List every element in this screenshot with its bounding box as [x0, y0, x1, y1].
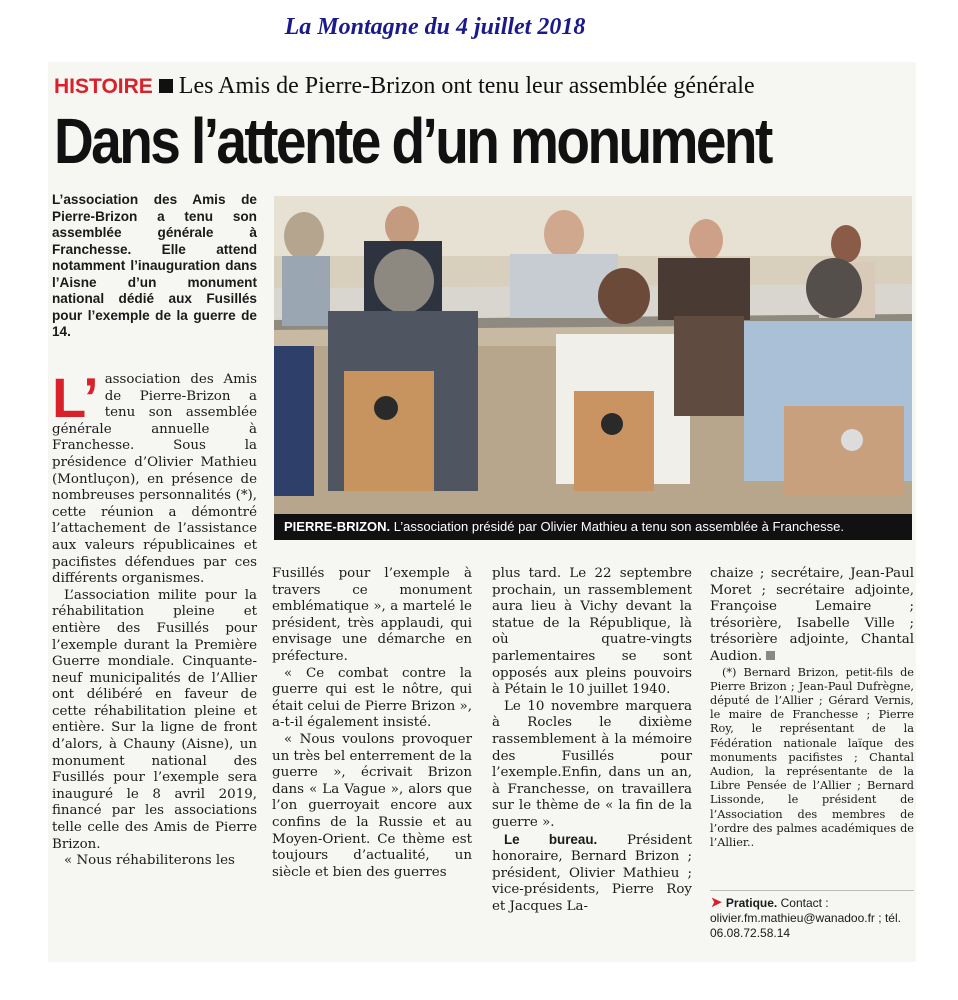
- footnote: (*) Bernard Brizon, petit-fils de Pierre Brizon ; Jean-Paul Dufrègne, député de l’Allier ; Gérard Vernis, le maire de Franchesse ; Pierre Roy, le représentant de la Fédération nationale laïque des monuments pacifistes ; Chantal Audion, la représentante de la Libre Pensée de l’Allier ; Bernard Lissonde, le président de l’Association des membres de l’ordre des palmes académiques de l’Allier..: [710, 665, 914, 849]
- bureau-text: Président honoraire, Bernard Brizon ; président, Olivier Mathieu ; vice-présidents, Pierre Roy et Jacques La-: [492, 832, 692, 914]
- paragraph-6: Le 10 novembre marquera à Rocles le dixième rassemblement à la mémoire des Fusillés pour l’exemple.Enfin, dans un an, à Franchesse, on travaillera sur le thème de « la fin de la guerre ».: [492, 698, 692, 830]
- body-column-1: [52, 366, 257, 870]
- body-column-2: [272, 566, 472, 881]
- section-tag: HISTOIRE: [54, 75, 153, 98]
- bureau-label: Le bureau.: [504, 831, 598, 847]
- paragraph-5: « Nous voulons provoquer un très bel enterrement de la guerre », écrivait Brizon dans « La Vague », alors que l’on guerroyait encore aux confins de la Russie et au Moyen-Orient. Ce thème est toujours d’actualité, un siècle et bien des guerres: [272, 731, 472, 880]
- meeting-photo: [274, 196, 912, 514]
- dropcap: L’: [52, 366, 99, 429]
- headline: Dans l’attente d’un monument: [54, 105, 771, 177]
- contact-phone: ; tél. 06.08.72.58.14: [710, 911, 901, 940]
- contact-email[interactable]: olivier.fm.mathieu@wanadoo.fr: [710, 911, 875, 925]
- end-mark-icon: [766, 651, 775, 660]
- body-column-4: [710, 566, 914, 850]
- paragraph-1: association des Amis de Pierre-Brizon a tenu son assemblée générale annuelle à Franchesse. Sous la présidence d’Olivier Mathieu (Montluçon), en présence de nombreuses personnalités (*), cette réunion a démontré l’attachement de l’assistance aux valeurs républicaines et pacifistes défendues par ces différents organismes.: [52, 372, 257, 587]
- caption-lead: PIERRE-BRIZON.: [284, 519, 391, 534]
- source-line: La Montagne du 4 juillet 2018: [284, 14, 586, 40]
- caption-text: L’association présidé par Olivier Mathieu a tenu son assemblée à Franchesse.: [390, 519, 844, 534]
- paragraph-3-end: Fusillés pour l’exemple à travers ce monument emblématique », a martelé le président, très applaudi, qui envisage une démarche en préfecture.: [272, 566, 472, 664]
- bureau-text-end: chaize ; secrétaire, Jean-Paul Moret ; secrétaire adjointe, Françoise Lemaire ; trésorière, Isabelle Ville ; trésorière adjointe, Chantal Audion.: [710, 566, 914, 664]
- paragraph-3-start: « Nous réhabiliterons les: [64, 853, 235, 869]
- lead-paragraph: L’association des Amis de Pierre-Brizon a tenu son assemblée générale à Franchesse. Elle attend notamment l’inauguration dans l’Aisne d’un monument national dédié aux Fusillés pour l’exemple de la guerre de 14.: [52, 192, 257, 339]
- pratique-label: Pratique.: [725, 896, 778, 910]
- photo-caption: [274, 514, 912, 540]
- kicker: [54, 72, 755, 100]
- arrow-right-icon: ➤: [710, 894, 723, 911]
- pratique-box: [710, 890, 914, 941]
- body-column-3: [492, 566, 692, 915]
- paragraph-4: « Ce combat contre la guerre qui est le nôtre, qui était celui de Pierre Brizon », a-t-il également insisté.: [272, 665, 473, 731]
- kicker-subtitle: Les Amis de Pierre-Brizon ont tenu leur assemblée générale: [178, 73, 755, 99]
- contact-label: Contact :: [777, 896, 829, 910]
- paragraph-2: L’association milite pour la réhabilitation pleine et entière des Fusillés pour l’exemple durant la Première Guerre mondiale. Cinquante-neuf municipalités de l’Allier ont délibéré en faveur de cette réhabilitation pleine et entière. Sur la ligne de front d’alors, à Chauny (Aisne), un monument national des Fusillés pour l’exemple sera inauguré le 8 avril 2019, financé par les associations telle celle des Amis de Pierre Brizon.: [52, 587, 257, 852]
- square-bullet-icon: [159, 79, 173, 93]
- paragraph-5-end: plus tard. Le 22 septembre prochain, un rassemblement aura lieu à Vichy devant la statue de la République, là où quatre-vingts parlementaires se sont opposés aux pleins pouvoirs à Pétain le 10 juillet 1940.: [492, 566, 692, 698]
